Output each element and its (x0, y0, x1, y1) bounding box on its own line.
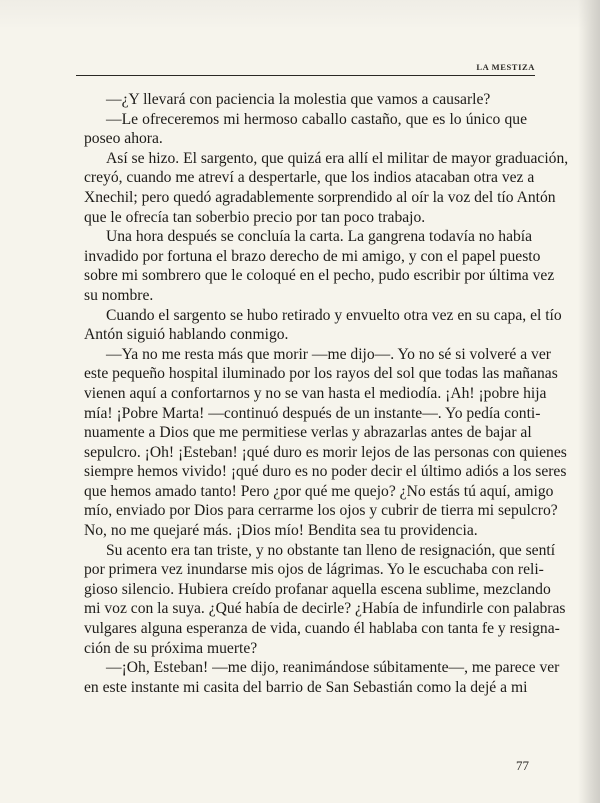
text-line: mío, enviado por Dios para cerrarme los ojos y cubrir de tierra mi sepulcro? (84, 502, 558, 520)
text-line: que le ofrecía tan soberbio precio por tan poco trabajo. (84, 208, 426, 226)
text-line: —Ya no me resta más que morir —me dijo—. Yo no sé si volveré a ver (106, 345, 551, 363)
running-head: LA MESTIZA (476, 62, 535, 72)
text-line: invadido por fortuna el brazo derecho de mi amigo, y con el papel puesto (84, 247, 541, 265)
text-line: sobre mi sombrero que le coloqué en el pecho, pudo escribir por última vez (84, 267, 555, 285)
text-line: creyó, cuando me atreví a despertarle, que los indios atacaban otra vez a (84, 169, 535, 187)
text-line: ción de su próxima muerte? (84, 639, 258, 657)
text-line: mi voz con la suya. ¿Qué había de decirle? ¿Había de infundirle con palabras (84, 600, 566, 618)
text-line: por primera vez inundarse mis ojos de lágrimas. Yo le escuchaba con reli- (84, 561, 544, 579)
text-line: —Le ofreceremos mi hermoso caballo castaño, que es lo único que (106, 110, 527, 128)
text-line: Así se hizo. El sargento, que quizá era allí el militar de mayor graduación, (106, 149, 569, 167)
text-line: Antón siguió hablando conmigo. (84, 326, 289, 344)
text-line: —¡Oh, Esteban! —me dijo, reanimándose súbitamente—, me parece ver (106, 659, 560, 677)
scan-shadow-gutter (578, 0, 600, 803)
text-line: siempre hemos vivido! ¡qué duro es no poder decir el último adiós a los seres (84, 463, 567, 481)
text-line: nuamente a Dios que me permitiese verlas y abrazarlas antes de bajar al (84, 424, 532, 442)
header-rule (76, 75, 535, 76)
text-line: este pequeño hospital iluminado por los rayos del sol que todas las mañanas (84, 365, 558, 383)
text-line: Cuando el sargento se hubo retirado y envuelto otra vez en su capa, el tío (106, 306, 562, 324)
page-body-text (84, 90, 569, 697)
text-line: su nombre. (84, 286, 154, 304)
text-line: en este instante mi casita del barrio de San Sebastián como la dejé a mi (84, 678, 528, 696)
page-number: 77 (516, 758, 529, 773)
text-line: No, no me quejaré más. ¡Dios mío! Bendita sea tu providencia. (84, 522, 478, 540)
text-line: que hemos amado tanto! Pero ¿por qué me quejo? ¿No estás tú aquí, amigo (84, 482, 554, 500)
text-line: Xnechil; pero quedó agradablemente sorprendido al oír la voz del tío Antón (84, 188, 556, 206)
text-line: poseo ahora. (84, 130, 163, 148)
scan-shadow-top (0, 0, 600, 30)
text-line: Una hora después se concluía la carta. La gangrena todavía no había (106, 228, 533, 246)
text-line: vulgares alguna esperanza de vida, cuando él hablaba con tanta fe y resigna- (84, 620, 560, 638)
text-line: Su acento era tan triste, y no obstante tan lleno de resignación, que sentí (106, 541, 556, 559)
text-line: mía! ¡Pobre Marta! —continuó después de un instante—. Yo pedía conti- (84, 404, 541, 422)
text-line: gioso silencio. Hubiera creído profanar aquella escena sublime, mezclando (84, 580, 551, 598)
text-line: —¿Y llevará con paciencia la molestia que vamos a causarle? (106, 91, 491, 108)
text-line: sepulcro. ¡Oh! ¡Esteban! ¡qué duro es morir lejos de las personas con quienes (84, 443, 567, 461)
text-line: vienen aquí a confortarnos y no se van hasta el mediodía. ¡Ah! ¡pobre hija (84, 384, 547, 402)
